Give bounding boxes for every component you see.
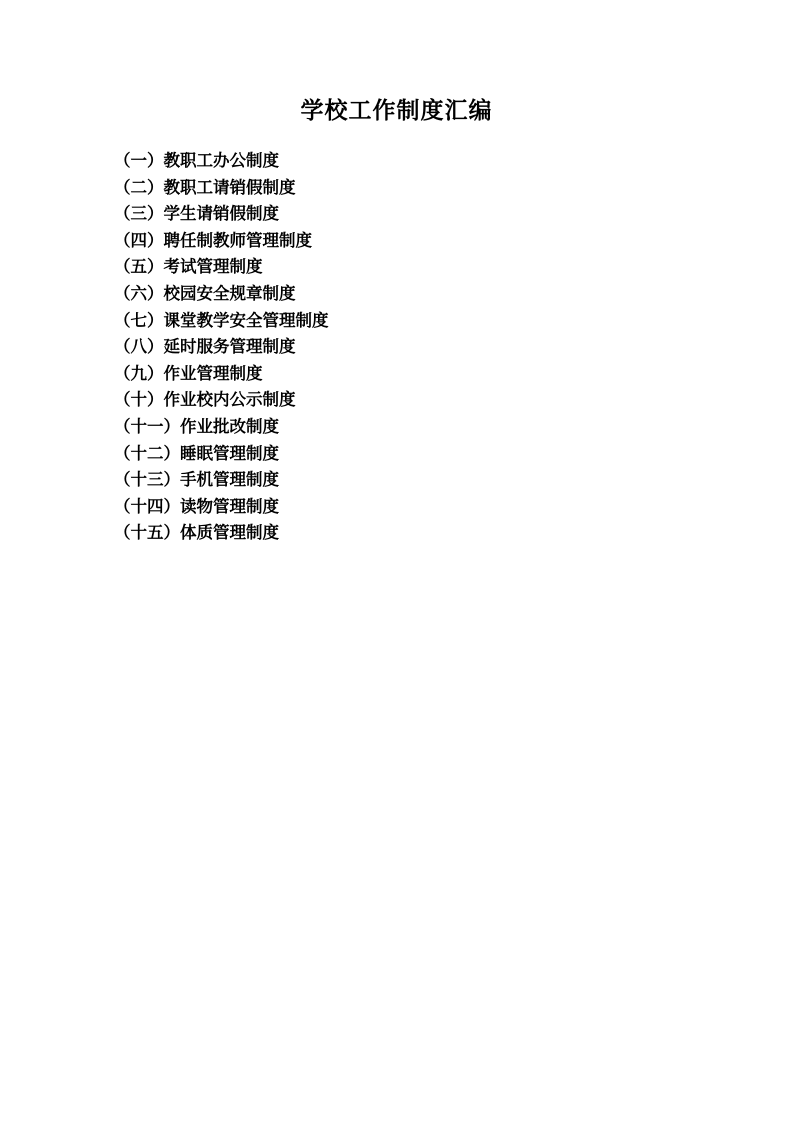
list-item: （二）教职工请销假制度 xyxy=(114,178,296,197)
page-title: 学校工作制度汇编 xyxy=(300,98,493,123)
list-item: （三）学生请销假制度 xyxy=(114,205,279,224)
list-item: （五）考试管理制度 xyxy=(114,258,263,277)
list-item: （一）教职工办公制度 xyxy=(114,152,279,170)
list-item: （十三）手机管理制度 xyxy=(114,471,279,490)
list-item: （四）聘任制教师管理制度 xyxy=(114,231,312,250)
list-item: （十二）睡眠管理制度 xyxy=(114,444,279,463)
list-item: （十）作业校内公示制度 xyxy=(114,391,296,410)
list-item: （六）校园安全规章制度 xyxy=(114,284,296,303)
list-item: （七）课堂教学安全管理制度 xyxy=(114,311,329,330)
list-item: （十一）作业批改制度 xyxy=(114,417,279,436)
list-item: （九）作业管理制度 xyxy=(114,364,263,383)
list-item: （八）延时服务管理制度 xyxy=(114,338,296,357)
list-item: （十四）读物管理制度 xyxy=(114,497,279,516)
list-item: （十五）体质管理制度 xyxy=(114,524,279,543)
table-of-contents xyxy=(114,148,714,547)
